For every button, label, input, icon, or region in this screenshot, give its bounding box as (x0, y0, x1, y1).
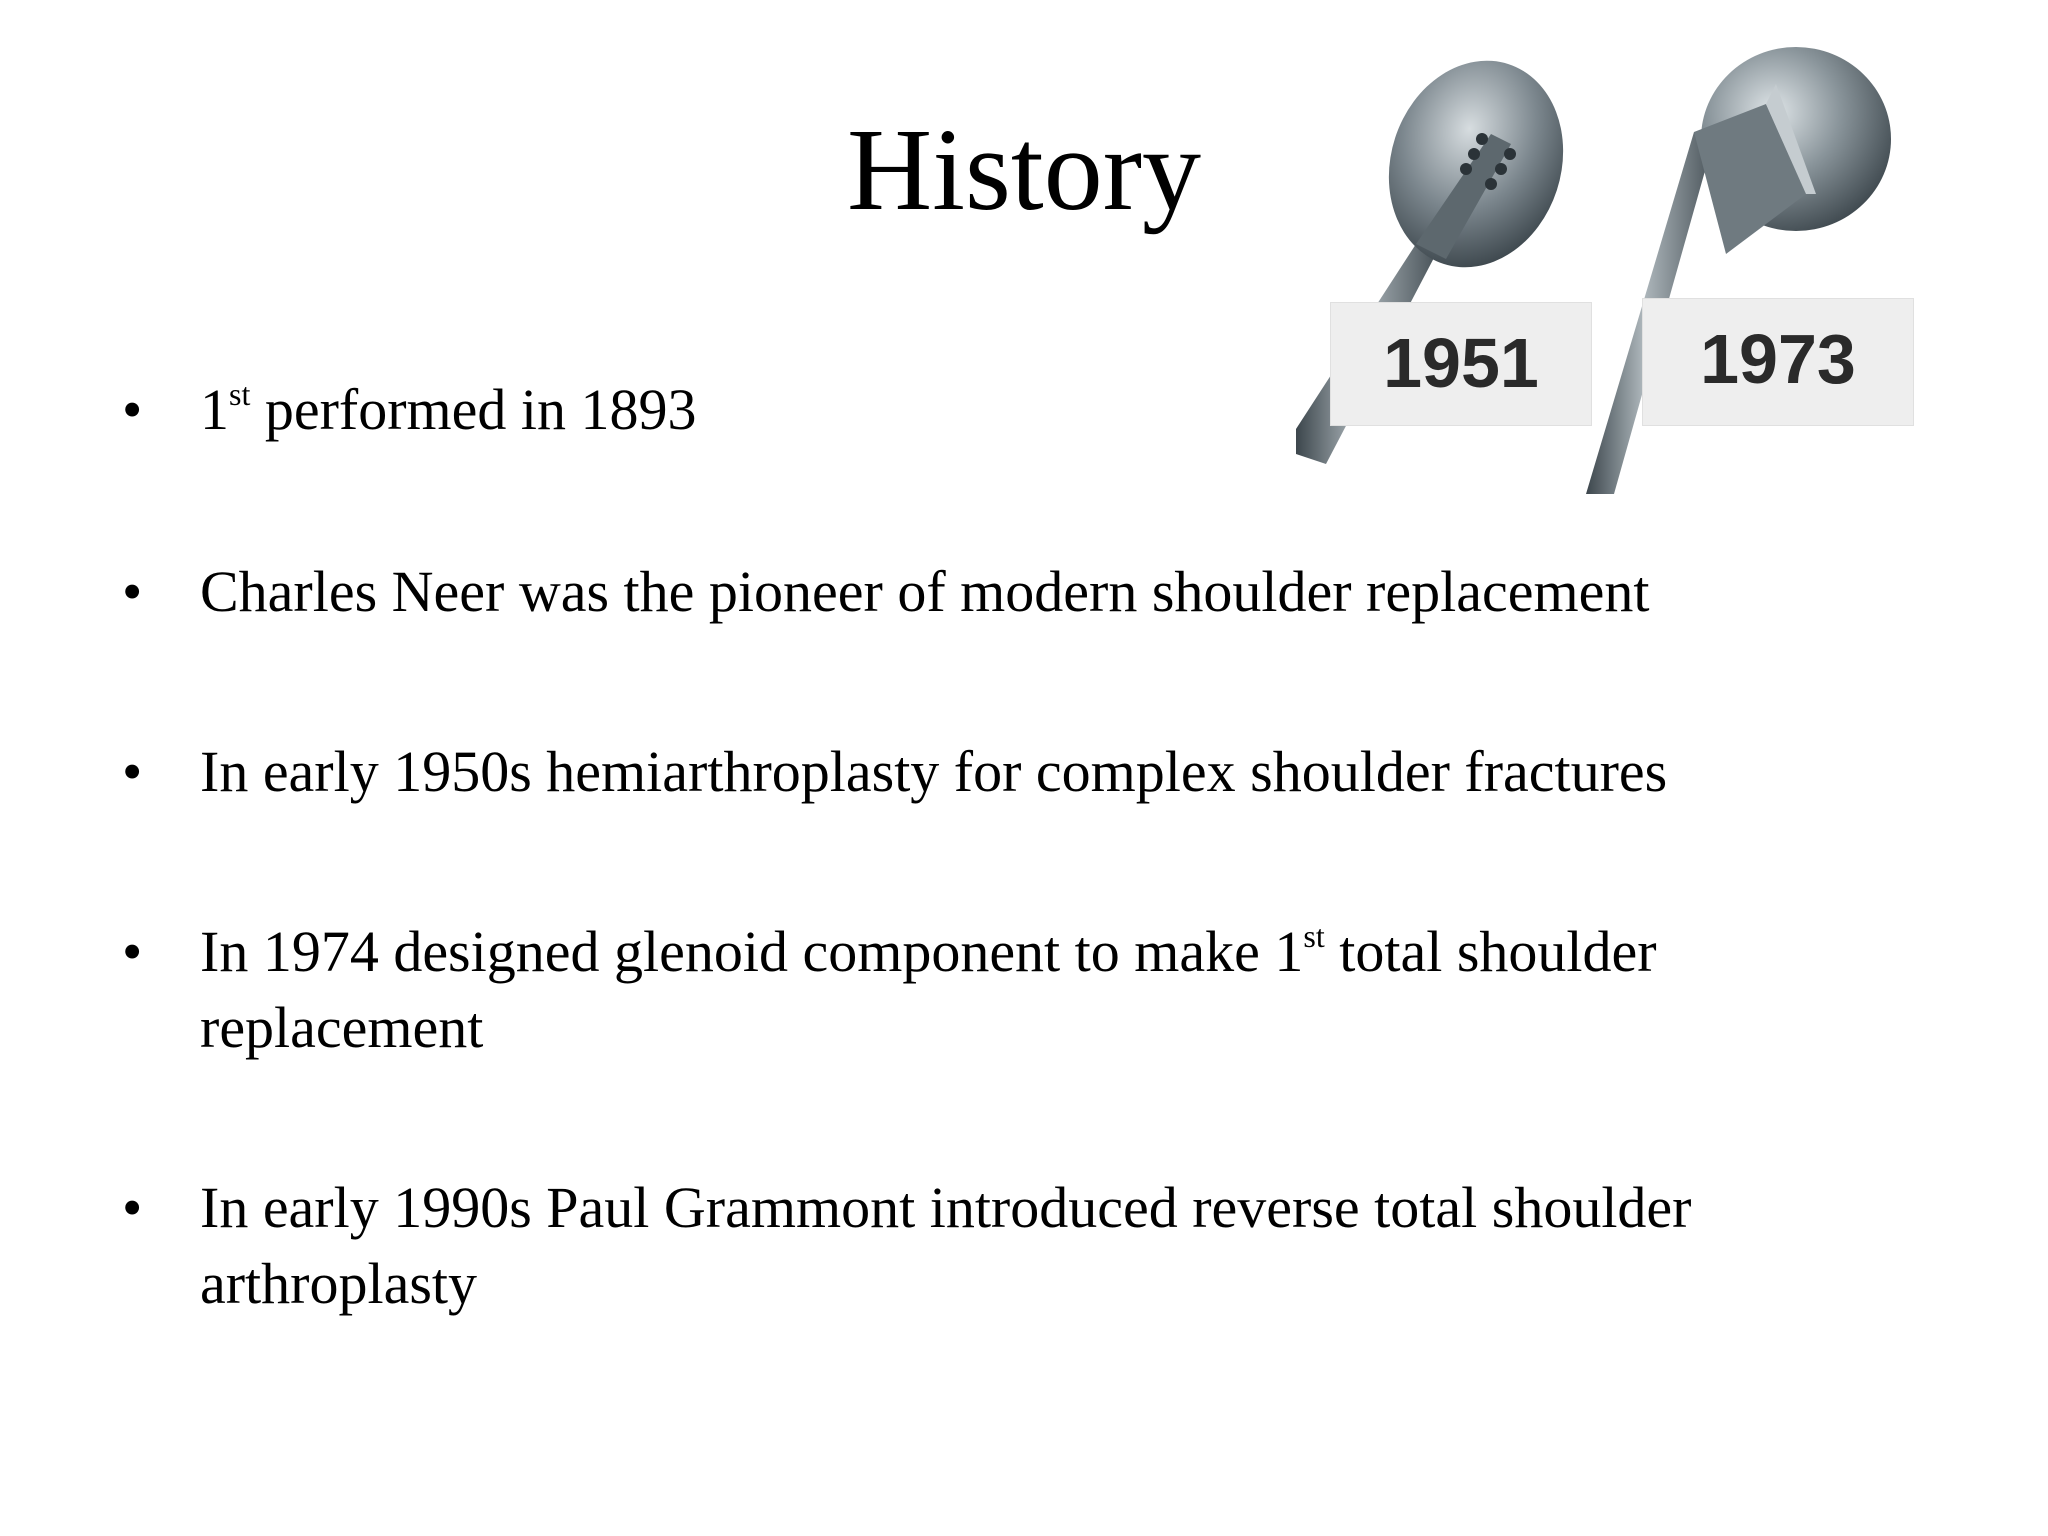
bullet-text-1-pre: 1 (200, 377, 229, 442)
bullet-text-1-sup: st (229, 376, 251, 412)
bullet-marker: • (122, 1175, 143, 1240)
bullet-text-2: Charles Neer was the pioneer of modern shoulder replacement (200, 559, 1650, 624)
slide-title: History (847, 104, 1201, 235)
bullet-text-1-post: performed in 1893 (250, 377, 697, 442)
bullet-text-5: In early 1990s Paul Grammont introduced reverse total shoulder arthroplasty (200, 1175, 1692, 1316)
bullet-text-3: In early 1950s hemiarthroplasty for complex shoulder fractures (200, 739, 1668, 804)
bullet-text-1 (200, 372, 1880, 448)
bullet-text-4-pre: In 1974 designed glenoid component to make 1 (200, 919, 1304, 984)
label-1973: 1973 (1642, 298, 1914, 426)
bullet-text-4 (200, 914, 1880, 1066)
bullet-text-4-sup: st (1303, 918, 1325, 954)
bullet-marker: • (122, 377, 143, 442)
bullet-marker: • (122, 559, 143, 624)
bullet-marker: • (122, 919, 143, 984)
bullet-text-4-post: total shoulder replacement (200, 919, 1657, 1060)
bullet-marker: • (122, 739, 143, 804)
label-1951: 1951 (1330, 302, 1592, 426)
